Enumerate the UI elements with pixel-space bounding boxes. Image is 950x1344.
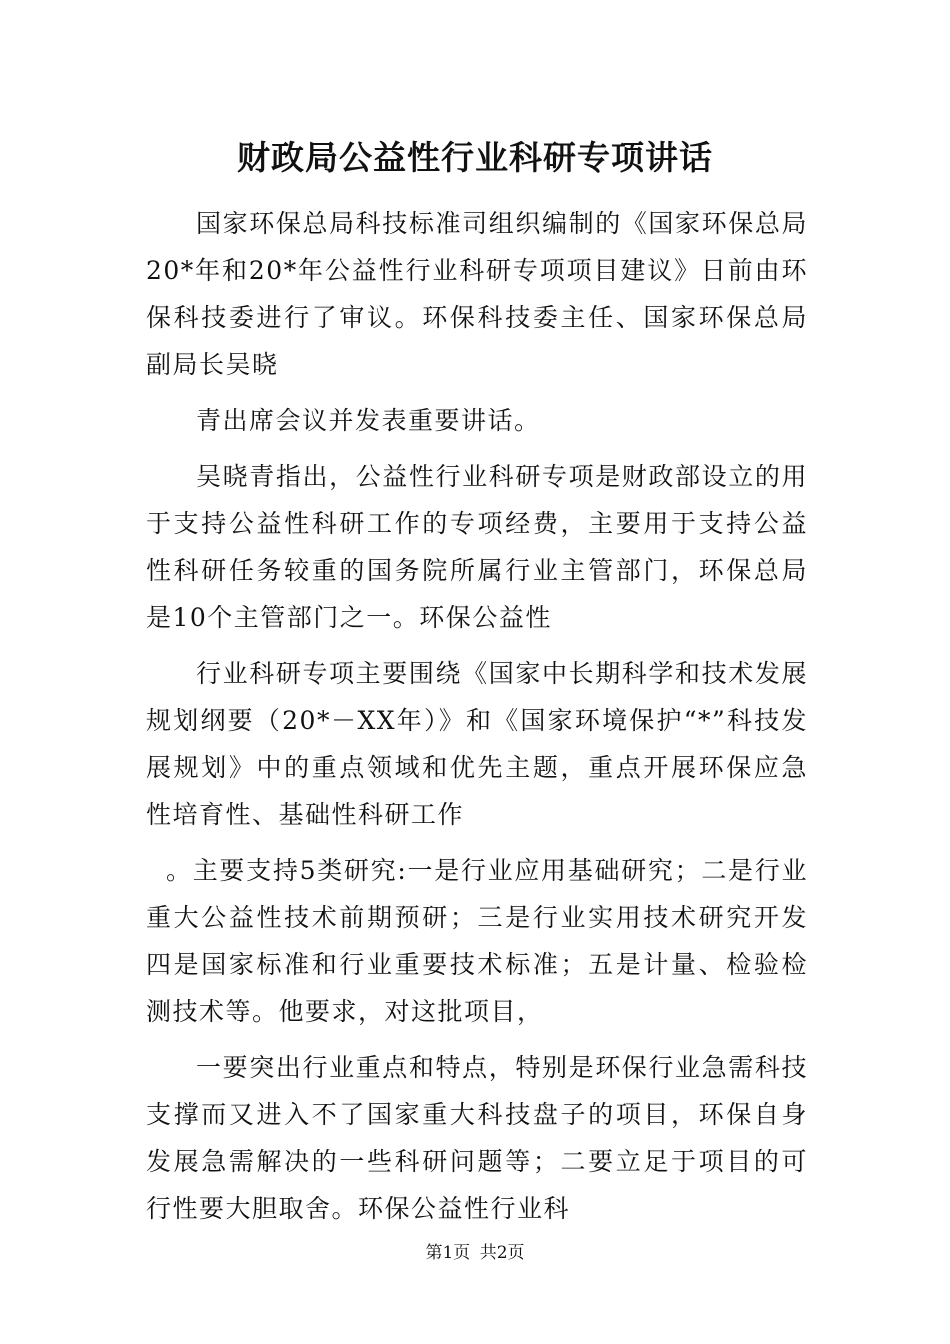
paragraph-1: 国家环保总局科技标准司组织编制的《国家环保总局20*年和20*年公益性行业科研专项项目建议》日前由环保科技委进行了审议。环保科技委主任、国家环保总局副局长吴晓 xyxy=(146,209,808,379)
paragraph-6: 一要突出行业重点和特点，特别是环保行业急需科技支撑而又进入不了国家重大科技盘子的项目，环保自身发展急需解决的一些科研问题等；二要立足于项目的可行性要大胆取舍。环保公益性行业科 xyxy=(146,1053,808,1223)
document-title: 财政局公益性行业科研专项讲话 xyxy=(237,138,713,177)
document-body xyxy=(146,200,808,1241)
page-number: 第1页 xyxy=(425,1243,471,1263)
paragraph-2: 青出席会议并发表重要讲话。 xyxy=(196,406,541,435)
page-footer xyxy=(0,1241,950,1265)
paragraph-4: 行业科研专项主要围绕《国家中长期科学和技术发展规划纲要（20*－XX年）》和《国家环境保护“*”科技发展规划》中的重点领域和优先主题，重点开展环保应急性培育性、基础性科研工作 xyxy=(146,659,808,829)
paragraph-5: 。主要支持5类研究:一是行业应用基础研究；二是行业重大公益性技术前期预研；三是行业实用技术研究开发四是国家标准和行业重要技术标准；五是计量、检验检测技术等。他要求，对这批项目， xyxy=(146,856,808,1026)
paragraph-3: 吴晓青指出，公益性行业科研专项是财政部设立的用于支持公益性科研工作的专项经费，主要用于支持公益性科研任务较重的国务院所属行业主管部门，环保总局是10个主管部门之一。环保公益性 xyxy=(146,462,808,632)
page-total: 共2页 xyxy=(479,1243,525,1263)
